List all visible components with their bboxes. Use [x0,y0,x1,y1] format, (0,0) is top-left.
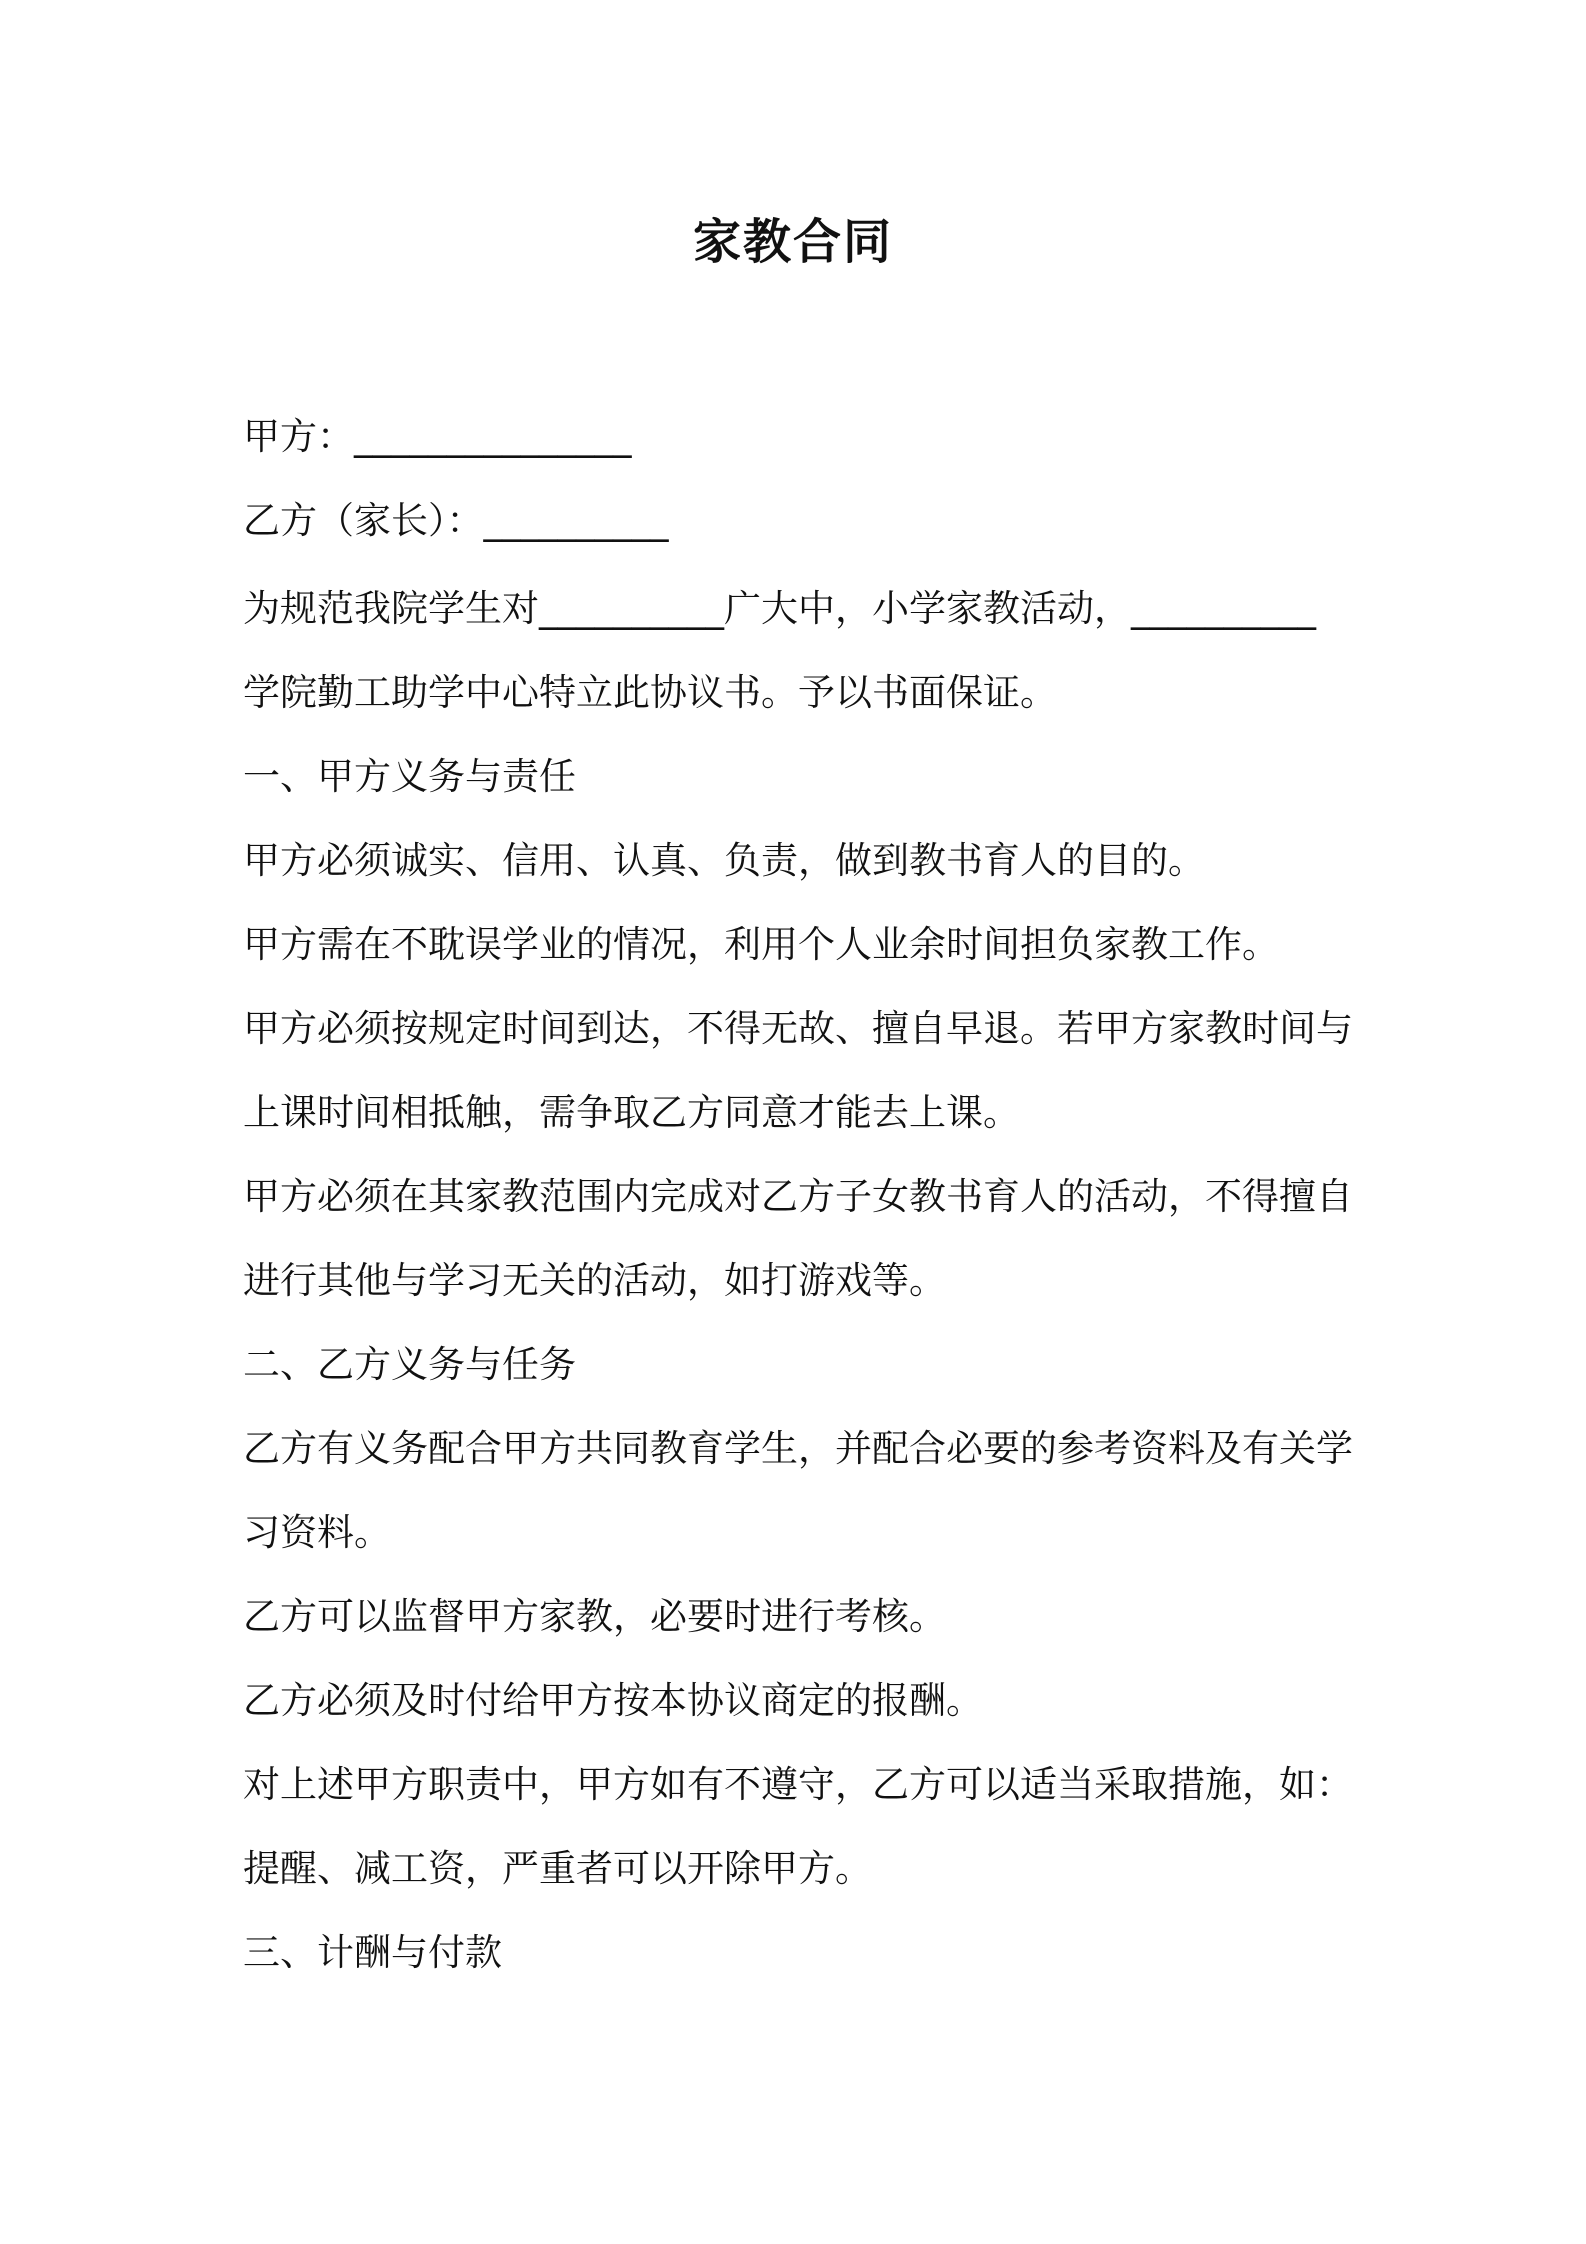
section-heading-1: 一、甲方义务与责任 [243,755,576,798]
paragraph-line: 甲方必须诚实、信用、认真、负责，做到教书育人的目的。 [243,839,1205,882]
paragraph-line: 提醒、减工资，严重者可以开除甲方。 [243,1847,872,1890]
paragraph-line: 甲方需在不耽误学业的情况，利用个人业余时间担负家教工作。 [243,923,1279,966]
paragraph-line: 进行其他与学习无关的活动，如打游戏等。 [243,1259,946,1302]
paragraph-line: 乙方可以监督甲方家教，必要时进行考核。 [243,1595,946,1638]
paragraph-line: 对上述甲方职责中，甲方如有不遵守，乙方可以适当采取措施，如： [243,1763,1353,1806]
intro-line-1: 为规范我院学生对__________广大中，小学家教活动，__________ [243,587,1316,630]
section-heading-3: 三、计酬与付款 [243,1931,502,1974]
paragraph-line: 习资料。 [243,1511,391,1554]
paragraph-line: 上课时间相抵触，需争取乙方同意才能去上课。 [243,1091,1020,1134]
party-a-line: 甲方：_______________ [243,415,632,458]
paragraph-line: 甲方必须按规定时间到达，不得无故、擅自早退。若甲方家教时间与 [243,1007,1353,1050]
document-title: 家教合同 [692,214,893,270]
paragraph-line: 乙方必须及时付给甲方按本协议商定的报酬。 [243,1679,983,1722]
intro-line-2: 学院勤工助学中心特立此协议书。予以书面保证。 [243,671,1057,714]
paragraph-line: 甲方必须在其家教范围内完成对乙方子女教书育人的活动，不得擅自 [243,1175,1353,1218]
section-heading-2: 二、乙方义务与任务 [243,1343,576,1386]
paragraph-line: 乙方有义务配合甲方共同教育学生，并配合必要的参考资料及有关学 [243,1427,1353,1470]
party-b-line: 乙方（家长）：__________ [243,499,669,542]
